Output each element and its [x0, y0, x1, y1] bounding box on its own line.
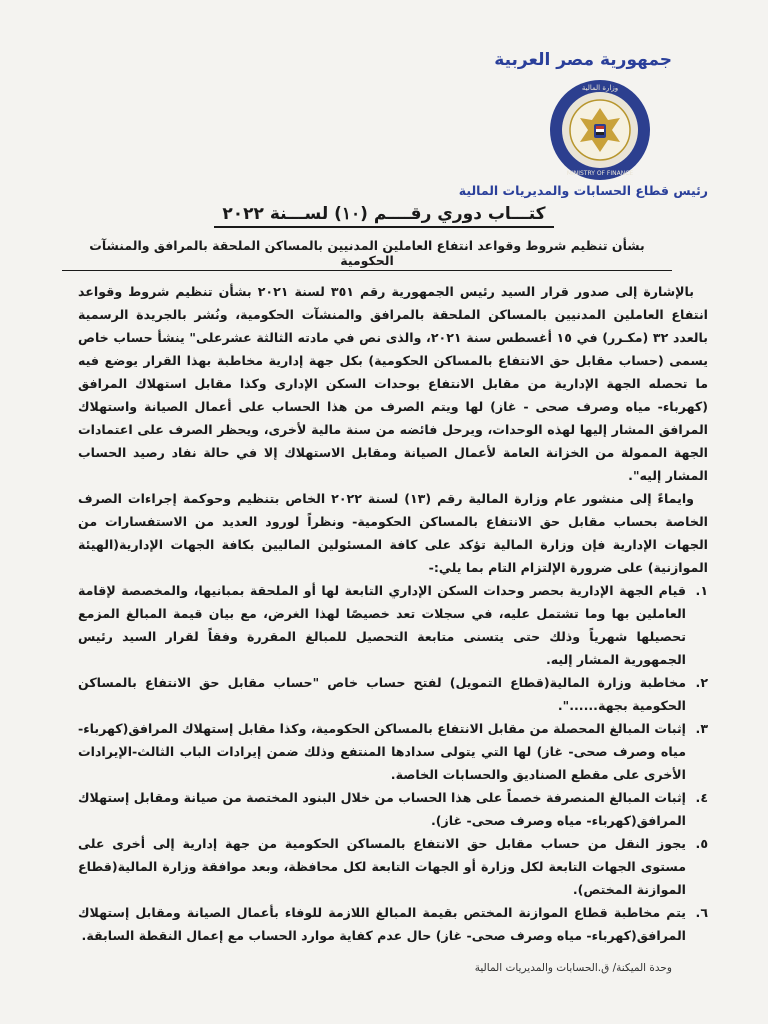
item-marker: ١. — [695, 583, 708, 598]
item-text: يتم مخاطبة قطاع الموازنة المختص بقيمة المبالغ اللازمة للوفاء بأعمال الصيانة ومقابل إستهلاك المرافق(كهرباء- مياه وصرف صحى- غاز) حال عدم كفاية موارد الحساب مع إعمال النقطة السابقة. — [78, 905, 686, 943]
footer-note: وحدة الميكنة/ ق.الحسابات والمديريات المالية — [474, 962, 672, 974]
item-text: إثبات المبالغ المحصلة من مقابل الانتفاع بالمساكن الحكومية، وكذا مقابل إستهلاك المرافق(كهرباء- مياه وصرف صحى- غاز) لها التي يتولى سدادها المنتفع وذلك ضمن إيرادات الباب الثالث-الإيرادات الأخرى على مقطع الصناديق والحسابات الخاصة. — [78, 721, 686, 782]
item-marker: ٢. — [695, 675, 708, 690]
ministry-seal-icon — [548, 78, 652, 182]
directive-list — [78, 579, 708, 947]
list-item — [78, 901, 708, 947]
item-text: إثبات المبالغ المنصرفة خصماً على هذا الحساب من خلال البنود المختصة من صيانة ومقابل إستهلاك المرافق(كهرباء- مياه وصرف صحى- غاز). — [78, 790, 686, 828]
item-marker: ٣. — [695, 721, 708, 736]
list-item — [78, 717, 708, 786]
paragraph-intro: بالإشارة إلى صدور قرار السيد رئيس الجمهورية رقم ٣٥١ لسنة ٢٠٢١ بشأن تنظيم شروط وقواعد انتفاع العاملين المدنيين بالمساكن الملحقة بالمرافق والمنشآت الحكومية، ونُشر بالجريدة الرسمية بالعدد ٣٢ (مكـرر) في ١٥ أغسطس سنة ٢٠٢١، والذى نص في مادته الثالثة عشرعلى" ينشأ حساب خاص يسمى (حساب مقابل حق الانتفاع بالمساكن الحكومية) بكل جهة إدارية مخاطبة بهذا القرار يوضع فيه ما تحصله الجهة الإدارية من مقابل الانتفاع بوحدات السكن الإدارى وكذا مقابل استهلاك المرافق (كهرباء- مياه وصرف صحى - غاز) لها ويتم الصرف من هذا الحساب على أعمال الصيانة واستهلاك المرافق المشار إليها لهذه الوحدات، ويرحل فائضه من سنة مالية لأخرى، ويحظر الصرف على اعتمادات الجهة الممولة من الخزانة العامة لأعمال الصيانة ومقابل الاستهلاك إلا في حالة نفاد رصيد الحساب المشار إليه". — [78, 284, 708, 483]
item-marker: ٤. — [695, 790, 708, 805]
item-marker: ٥. — [695, 836, 708, 851]
list-item — [78, 671, 708, 717]
item-text: مخاطبة وزارة المالية(قطاع التمويل) لفتح حساب خاص "حساب مقابل حق الانتفاع بالمساكن الحكومية بجهة......". — [78, 675, 686, 713]
circular-title — [0, 204, 768, 228]
title-prefix: كتـــاب دوري رقــــم ( — [360, 204, 546, 224]
item-text: قيام الجهة الإدارية بحصر وحدات السكن الإداري التابعة لها أو الملحقة بمبانيها، والمخصصة لإقامة العاملين بها وما تشتمل عليه، في سجلات تعد خصيصًا لهذا الغرض، مع بيان قيمة المبالغ المزمع تحصيلها شهرياً وذلك حتى يتسنى متابعة التحصيل للمبالغ المقررة وفقاً لقرار السيد رئيس الجمهورية المشار إليه. — [78, 583, 686, 667]
list-item — [78, 832, 708, 901]
department-header: رئيس قطاع الحسابات والمديريات المالية — [458, 183, 708, 198]
list-item — [78, 579, 708, 671]
letter-body — [78, 280, 708, 947]
circular-number: ١٠ — [341, 204, 361, 224]
seal-top-text: وزارة المالية — [581, 84, 619, 92]
list-item — [78, 786, 708, 832]
seal-bottom-text: MINISTRY OF FINANCE — [566, 170, 634, 177]
country-header: جمهورية مصر العربية — [494, 50, 672, 70]
item-marker: ٦. — [695, 905, 708, 920]
paragraph-reference: وايماءً إلى منشور عام وزارة المالية رقم (١٣) لسنة ٢٠٢٢ الخاص بتنظيم وحوكمة إجراءات الصرف الخاصة بحساب مقابل حق الانتفاع بالمساكن الحكومية- ونظراً لورود العديد من الاستفسارات من الجهات الإدارية فإن وزارة المالية تؤكد على كافة المسئولين الماليين بكافة الجهات الإدارية(الهيئة الموازنية) على ضرورة الإلتزام التام بما يلي:- — [78, 491, 708, 575]
subject-line: بشأن تنظيم شروط وقواعد انتفاع العاملين المدنيين بالمساكن الملحقة بالمرافق والمنشآت الحكومية — [62, 238, 672, 271]
title-underline — [214, 226, 554, 228]
title-suffix: ) لســـنة ٢٠٢٢ — [222, 204, 342, 224]
item-text: يجوز النقل من حساب مقابل حق الانتفاع بالمساكن الحكومية من جهة إدارية إلى أخرى على مستوى الجهات التابعة لكل وزارة أو الجهات التابعة لكل محافظة، وبعد موافقة وزارة المالية(قطاع الموازنة المختص). — [78, 836, 686, 897]
